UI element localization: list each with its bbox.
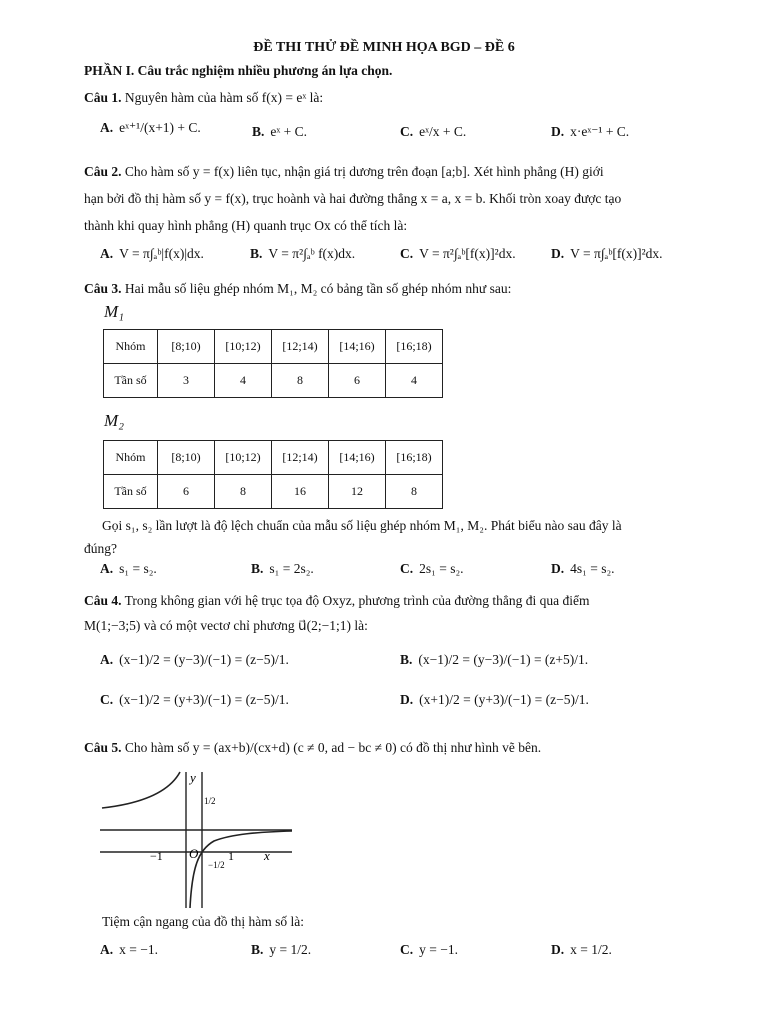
q5-option-a[interactable]	[100, 942, 158, 958]
table-cell: [14;16)	[329, 330, 386, 364]
q2-option-c[interactable]	[400, 246, 516, 262]
option-text: x = −1.	[119, 942, 158, 957]
table-row	[104, 364, 443, 398]
table-cell: [8;10)	[158, 330, 215, 364]
question-1	[84, 90, 323, 106]
x-tick-pos-label: 1	[228, 849, 234, 863]
q4-option-d[interactable]	[400, 692, 589, 708]
option-text: V = π∫ₐᵇ[f(x)]²dx.	[570, 246, 663, 261]
option-label: B.	[250, 246, 263, 261]
q5-option-c[interactable]	[400, 942, 458, 958]
option-label: A.	[100, 561, 114, 576]
y-tick-top-label: 1/2	[204, 796, 216, 806]
q1-option-c[interactable]	[400, 124, 466, 140]
table-cell: 4	[386, 364, 443, 398]
option-text: V = π²∫ₐᵇ f(x)dx.	[268, 246, 356, 261]
right-branch-curve	[190, 831, 292, 908]
option-text: y = −1.	[419, 942, 458, 957]
question-4	[84, 593, 590, 609]
question-4-line-2: M(1;−3;5) và có một vectơ chỉ phương u⃗(2;−1;1) là:	[84, 618, 368, 633]
q4-option-b[interactable]	[400, 652, 588, 668]
table-cell: 4	[215, 364, 272, 398]
option-label: C.	[400, 246, 414, 261]
option-label: A.	[100, 246, 114, 261]
q3-option-c[interactable]	[400, 561, 464, 577]
question-3-statement-2: đúng?	[84, 541, 117, 556]
q1-option-b[interactable]	[252, 124, 307, 140]
q2-option-b[interactable]	[250, 246, 355, 262]
question-2-label: Câu 2.	[84, 164, 122, 179]
option-text: 4s₁ = s₂.	[570, 561, 615, 576]
question-5-text: Cho hàm số y = (ax+b)/(cx+d) (c ≠ 0, ad − bc ≠ 0) có đồ thị như hình vẽ bên.	[124, 740, 542, 755]
option-text: V = π∫ₐᵇ|f(x)|dx.	[119, 246, 204, 261]
table-cell: [8;10)	[158, 441, 215, 475]
question-2-line-3: thành khi quay hình phẳng (H) quanh trục Ox có thể tích là:	[84, 218, 408, 233]
question-2-line-2: hạn bởi đồ thị hàm số y = f(x), trục hoành và hai đường thẳng x = a, x = b. Khối tròn xoay được tạo	[84, 191, 622, 206]
table-row	[104, 441, 443, 475]
q4-option-c[interactable]	[100, 692, 289, 708]
table-cell: 6	[329, 364, 386, 398]
option-label: B.	[251, 942, 264, 957]
option-label: C.	[100, 692, 114, 707]
table-cell: 8	[215, 475, 272, 509]
option-text: eˣ/x + C.	[419, 124, 467, 139]
m2-label: M₂	[104, 411, 125, 430]
table-cell: [10;12)	[215, 330, 272, 364]
question-3-label: Câu 3.	[84, 281, 122, 296]
q1-option-d[interactable]	[551, 124, 629, 140]
q3-option-b[interactable]	[251, 561, 314, 577]
option-label: B.	[400, 652, 413, 667]
option-label: D.	[551, 246, 565, 261]
option-label: D.	[551, 942, 565, 957]
option-label: D.	[551, 124, 565, 139]
q3-option-a[interactable]	[100, 561, 157, 577]
option-text: s₁ = s₂.	[119, 561, 157, 576]
option-label: B.	[251, 561, 264, 576]
question-4-line-1: Trong không gian với hệ trục tọa độ Oxyz, phương trình của đường thẳng đi qua điểm	[124, 593, 590, 608]
q4-option-a[interactable]	[100, 652, 289, 668]
option-text: (x−1)/2 = (y−3)/(−1) = (z−5)/1.	[119, 652, 289, 667]
table-row	[104, 330, 443, 364]
function-graph	[98, 768, 294, 910]
table-cell: [14;16)	[329, 441, 386, 475]
question-1-text: Nguyên hàm của hàm số f(x) = eˣ là:	[124, 90, 324, 105]
table-header-freq: Tần số	[104, 475, 158, 509]
option-label: D.	[551, 561, 565, 576]
table-cell: 6	[158, 475, 215, 509]
q5-option-b[interactable]	[251, 942, 311, 958]
question-2-line-1: Cho hàm số y = f(x) liên tục, nhận giá trị dương trên đoạn [a;b]. Xét hình phẳng (H) giới	[124, 164, 604, 179]
m1-label: M₁	[104, 302, 125, 321]
table-row	[104, 475, 443, 509]
question-3-statement-1: Gọi s₁, s₂ lần lượt là độ lệch chuẩn của mẫu số liệu ghép nhóm M₁, M₂. Phát biểu nào sau đây là	[102, 518, 622, 533]
table-header-group: Nhóm	[104, 441, 158, 475]
table-cell: 3	[158, 364, 215, 398]
option-text: (x+1)/2 = (y+3)/(−1) = (z−5)/1.	[419, 692, 589, 707]
part-heading: PHẦN I. Câu trắc nghiệm nhiều phương án lựa chọn.	[84, 63, 393, 78]
option-text: eˣ + C.	[270, 124, 308, 139]
option-label: C.	[400, 124, 414, 139]
option-text: eˣ⁺¹/(x+1) + C.	[119, 120, 201, 135]
option-label: C.	[400, 942, 414, 957]
q2-option-d[interactable]	[551, 246, 663, 262]
question-5-prompt: Tiệm cận ngang của đồ thị hàm số là:	[102, 914, 304, 929]
table-cell: 16	[272, 475, 329, 509]
table-header-freq: Tần số	[104, 364, 158, 398]
table-cell: [12;14)	[272, 330, 329, 364]
option-text: x = 1/2.	[570, 942, 612, 957]
option-text: x·eˣ⁻¹ + C.	[570, 124, 630, 139]
option-text: 2s₁ = s₂.	[419, 561, 464, 576]
option-text: (x−1)/2 = (y−3)/(−1) = (z+5)/1.	[418, 652, 589, 667]
y-tick-bottom-label: −1/2	[208, 860, 225, 870]
q3-option-d[interactable]	[551, 561, 615, 577]
option-text: y = 1/2.	[269, 942, 312, 957]
option-label: C.	[400, 561, 414, 576]
y-axis-label: y	[190, 770, 196, 785]
option-label: A.	[100, 942, 114, 957]
m2-table	[103, 440, 443, 509]
x-axis-label: x	[264, 848, 270, 863]
question-4-label: Câu 4.	[84, 593, 122, 608]
exam-title: ĐỀ THI THỬ ĐỀ MINH HỌA BGD – ĐỀ 6	[253, 40, 515, 55]
table-cell: [10;12)	[215, 441, 272, 475]
left-branch-curve	[102, 772, 180, 808]
table-header-group: Nhóm	[104, 330, 158, 364]
question-5-label: Câu 5.	[84, 740, 122, 755]
x-tick-neg-label: −1	[150, 849, 163, 863]
question-2	[84, 164, 604, 180]
m1-table	[103, 329, 443, 398]
option-text: (x−1)/2 = (y+3)/(−1) = (z−5)/1.	[119, 692, 289, 707]
table-cell: [16;18)	[386, 441, 443, 475]
table-cell: 8	[386, 475, 443, 509]
option-label: A.	[100, 120, 114, 135]
table-cell: 12	[329, 475, 386, 509]
question-3-text: Hai mẫu số liệu ghép nhóm M₁, M₂ có bảng tần số ghép nhóm như sau:	[124, 281, 512, 296]
question-3	[84, 281, 511, 297]
question-5	[84, 740, 541, 756]
option-label: A.	[100, 652, 114, 667]
q1-option-a[interactable]	[100, 120, 201, 136]
option-text: V = π²∫ₐᵇ[f(x)]²dx.	[419, 246, 516, 261]
table-cell: [12;14)	[272, 441, 329, 475]
table-cell: 8	[272, 364, 329, 398]
q2-option-a[interactable]	[100, 246, 204, 262]
option-label: B.	[252, 124, 265, 139]
q5-option-d[interactable]	[551, 942, 612, 958]
origin-label: O	[189, 846, 199, 861]
question-1-label: Câu 1.	[84, 90, 122, 105]
option-label: D.	[400, 692, 414, 707]
option-text: s₁ = 2s₂.	[269, 561, 314, 576]
table-cell: [16;18)	[386, 330, 443, 364]
